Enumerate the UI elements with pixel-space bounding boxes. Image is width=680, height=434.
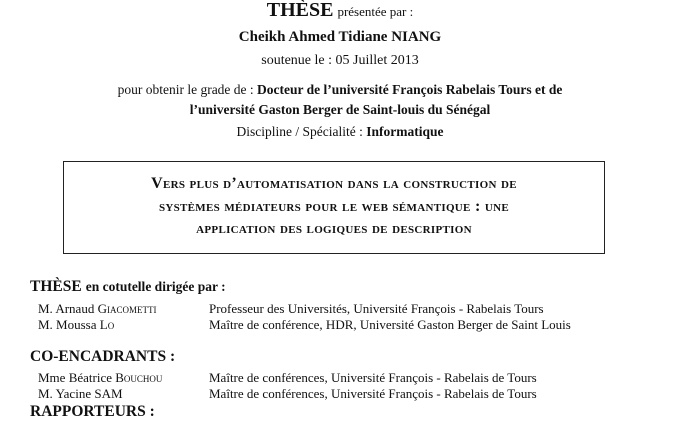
degree-prefix: pour obtenir le grade de : — [117, 82, 254, 97]
thesis-title-line-1: Vers plus d’automatisation dans la construction de — [151, 175, 517, 192]
degree-line-1 — [0, 82, 680, 98]
member-first-name: M. Yacine — [38, 386, 92, 401]
cotutelle-heading — [30, 278, 226, 296]
member-role: Maître de conférences, Université François - Rabelais de Tours — [209, 370, 537, 385]
cotutelle-heading-word: THÈSE — [30, 278, 82, 295]
degree-text-1: Docteur de l’université François Rabelais Tours et de — [257, 82, 563, 97]
member-last-name: Giacometti — [97, 301, 157, 316]
presented-by: présentée par : — [337, 4, 414, 19]
discipline-line — [0, 124, 680, 140]
member-name — [38, 317, 114, 333]
member-name — [38, 386, 123, 402]
these-word: THÈSE — [266, 0, 334, 21]
member-last-name: Bouchou — [115, 370, 163, 385]
defense-date: soutenue le : 05 Juillet 2013 — [261, 53, 419, 68]
degree-line-2: l’université Gaston Berger de Saint-louis du Sénégal — [189, 102, 491, 117]
discipline-label: Discipline / Spécialité : — [236, 124, 363, 139]
member-first-name: M. Arnaud — [38, 301, 95, 316]
cotutelle-heading-rest: en cotutelle dirigée par : — [85, 279, 226, 294]
coencadrants-heading: CO-ENCADRANTS : — [30, 348, 176, 365]
member-last-name: SAM — [94, 386, 123, 401]
member-last-name: Lo — [99, 317, 115, 332]
thesis-title-box — [63, 161, 605, 254]
these-header — [0, 0, 680, 22]
member-role: Maître de conférences, Université François - Rabelais de Tours — [209, 386, 537, 401]
member-name — [38, 301, 156, 317]
member-role: Professeur des Universités, Université François - Rabelais Tours — [209, 301, 544, 316]
discipline-value: Informatique — [366, 124, 444, 139]
author-name: Cheikh Ahmed Tidiane NIANG — [238, 29, 442, 45]
member-first-name: M. Moussa — [38, 317, 97, 332]
thesis-title-line-3: application des logiques de description — [196, 220, 472, 237]
member-first-name: Mme Béatrice — [38, 370, 112, 385]
member-name — [38, 370, 162, 386]
thesis-title-line-2: systèmes médiateurs pour le web sémantique : une — [158, 198, 510, 215]
rapporteurs-heading: RAPPORTEURS : — [30, 403, 155, 420]
member-role: Maître de conférence, HDR, Université Gaston Berger de Saint Louis — [209, 317, 571, 332]
